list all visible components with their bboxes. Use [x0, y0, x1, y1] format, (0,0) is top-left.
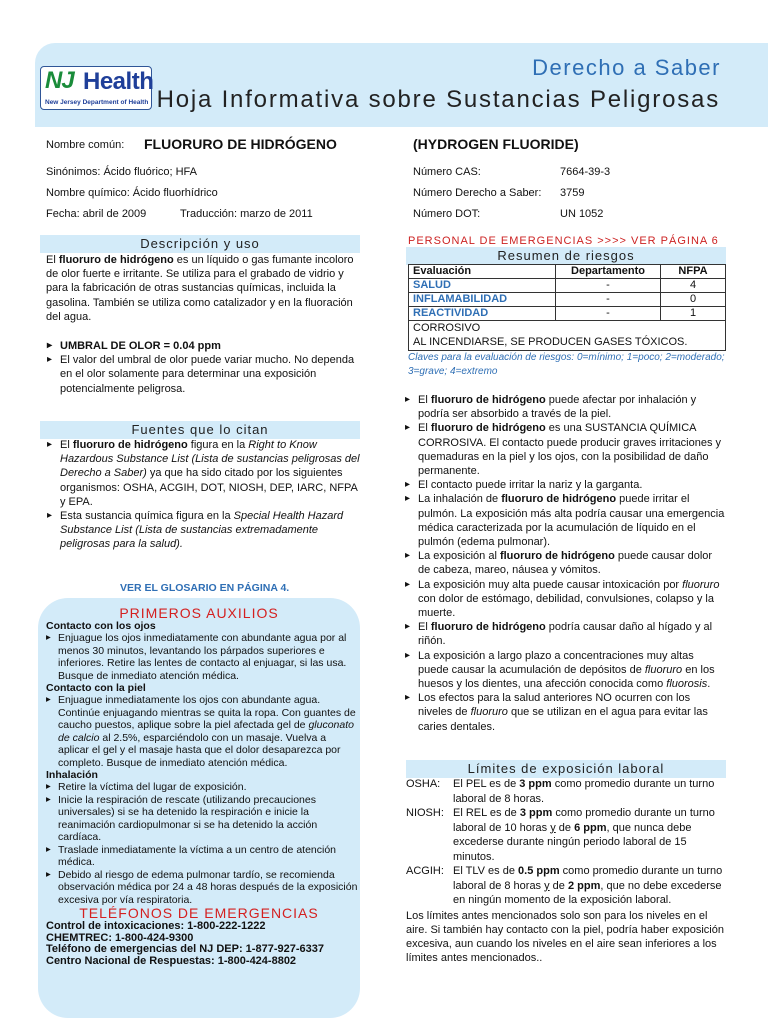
e7-pre: El	[418, 621, 431, 634]
e6-ital: fluoruro	[682, 578, 720, 591]
risk-nfpa: 1	[661, 307, 726, 321]
inh-step-2: ▸ Inicie la respiración de rescate (utilizando precauciones universales) si se ha detenido la respiración e inicie la reanimación cardiopulmonar si se ha detenido la acción cardíaca.	[46, 794, 358, 844]
phone-poison: Control de intoxicaciones: 1-800-222-1222	[46, 920, 266, 932]
effect-9	[404, 691, 726, 734]
source-shhs	[46, 509, 364, 552]
description-bullets	[46, 339, 364, 396]
osha-c: como promedio durante un turno laboral de 8 horas.	[453, 778, 715, 805]
e9-ital: fluoruro	[470, 706, 508, 719]
e6-post: con dolor de estómago, debilidad, convulsiones, colapso y la muerte.	[418, 592, 714, 620]
acgih-value	[453, 864, 728, 908]
common-name: FLUORURO DE HIDRÓGENO	[144, 136, 337, 152]
eyes-title: Contacto con los ojos	[46, 620, 156, 632]
page-subtitle: Hoja Informativa sobre Sustancias Peligrosas	[156, 86, 720, 113]
phone-national: Centro Nacional de Respuestas: 1-800-424-8802	[46, 954, 297, 967]
acgih-row	[406, 864, 728, 908]
acgih-c: como promedio durante un turno laboral de 8 horas	[453, 865, 723, 892]
niosh-e: 6 ppm	[574, 821, 607, 834]
col-department: Departamento	[556, 265, 661, 279]
phone-njdep: Teléfono de emergencias del NJ DEP: 1-877-927-6337	[46, 943, 324, 955]
exposure-limits	[406, 777, 728, 965]
e4-pre: La inhalación de	[418, 493, 502, 506]
odor-note: ▸ El valor del umbral de olor puede variar mucho. No dependa en el olor solamente para determinar una exposición potencialmente peligrosa.	[46, 353, 364, 396]
acgih-f: , que no debe excederse en ningún momento de la exposición laboral.	[453, 879, 722, 906]
skin-title: Contacto con la piel	[46, 682, 146, 694]
source-rtk	[46, 438, 364, 509]
e5-post: puede causar dolor de cabeza, mareo, náusea y vómitos.	[418, 550, 713, 577]
risk-label: SALUD	[409, 279, 556, 293]
acgih-e: 2 ppm	[567, 879, 601, 892]
desc-post: es un líquido o gas fumante incoloro de olor fuerte e irritante. Se utiliza para el grabado de vidrio y para la fabricación de otras sustancias químicas, incluida la gasolina. También se utiliza como catalizador y en la fluoración del agua.	[46, 254, 354, 323]
e9-post: que se utilizan en el agua para evitar las caries dentales.	[418, 706, 708, 733]
effect-5	[404, 549, 726, 577]
osha-row	[406, 777, 728, 806]
niosh-d: de	[555, 821, 575, 834]
risk-dept: -	[556, 279, 661, 293]
rtk-value: 3759	[560, 187, 585, 199]
description-heading: Descripción y uso	[40, 235, 360, 253]
english-name: (HYDROGEN FLUORIDE)	[413, 136, 579, 152]
nj-health-logo	[40, 66, 152, 110]
risk-key: Claves para la evaluación de riesgos: 0=mínimo; 1=poco; 2=moderado; 3=grave; 4=extremo	[408, 352, 725, 377]
e8-ital2: fluorosis	[666, 678, 708, 691]
osha-b: 3 ppm	[519, 778, 552, 790]
effect-2	[404, 421, 726, 478]
niosh-value	[453, 806, 728, 864]
src2-ital: Special Health Hazard Substance List (Lista de sustancias extremadamente peligrosas para la salud).	[60, 510, 344, 551]
eyes-step: ▸ Enjuague los ojos inmediatamente con abundante agua por al menos 30 minutos, levantando los párpados superiores e inferiores. Retire las lentes de contacto al enjuagar, si las usa. Busque de inmediato atención médica.	[46, 632, 358, 682]
e4-bold: fluoruro de hidrógeno	[501, 493, 617, 506]
risk-heading: Resumen de riesgos	[406, 247, 726, 265]
effect-3: ▸ El contacto puede irritar la nariz y la garganta.	[404, 478, 726, 492]
first-aid-heading: PRIMEROS AUXILIOS	[119, 605, 279, 621]
translation-date: Traducción: marzo de 2011	[180, 208, 313, 220]
skin-list	[46, 694, 358, 769]
effect-7	[404, 620, 726, 648]
cas-value: 7664-39-3	[560, 166, 611, 178]
e6-pre: La exposición muy alta puede causar intoxicación por	[418, 578, 683, 591]
date: Fecha: abril de 2009	[46, 208, 147, 220]
acgih-b: 0.5 ppm	[518, 865, 560, 877]
risk-dept: -	[556, 293, 661, 307]
risk-header-row	[409, 265, 726, 279]
skin-step	[46, 694, 358, 769]
inhalation-list	[46, 781, 358, 906]
e8-ital: fluoruro	[644, 663, 683, 676]
e9-pre: Los efectos para la salud anteriores NO ocurren con los niveles de	[418, 692, 691, 719]
phone-chemtrec: CHEMTREC: 1-800-424-9300	[46, 931, 194, 944]
effect-1	[404, 393, 726, 421]
phones-list	[46, 921, 358, 967]
risk-table	[408, 264, 726, 351]
e1-post: puede afectar por inhalación y podría ser absorbido a través de la piel.	[418, 394, 697, 421]
skin-pre: Enjuague inmediatamente los ojos con abundante agua. Continúe enjuagando mientras se quita la ropa. Con guantes de caucho puestos, aplique sobre la piel afectada gel de	[58, 694, 356, 731]
desc-bold: fluoruro de hidrógeno	[58, 254, 174, 266]
e5-pre: La exposición al	[418, 550, 500, 563]
effect-4	[404, 492, 726, 549]
effect-8	[404, 649, 726, 692]
e7-post: podría causar daño al hígado y al riñón.	[418, 621, 713, 648]
inhalation-title: Inhalación	[46, 769, 98, 781]
dot-value: UN 1052	[560, 208, 604, 220]
sources-list	[46, 438, 364, 552]
e2-post: es una SUSTANCIA QUÍMICA CORROSIVA. El contacto puede producir graves irritaciones y quemaduras en la piel y los ojos, con la posibilidad de daño permanente.	[418, 422, 722, 478]
e2-bold: fluoruro de hidrógeno	[430, 422, 546, 435]
acgih-y: y	[544, 879, 550, 892]
niosh-f: , que nunca debe excederse durante ningún periodo laboral de 15 minutos.	[453, 821, 692, 863]
src1-ital: Right to Know Hazardous Substance List (Lista de sustancias peligrosas del Derecho a Saber)	[60, 439, 360, 480]
chemical-name: Nombre químico: Ácido fluorhídrico	[46, 187, 218, 199]
rtk-label: Número Derecho a Saber:	[413, 187, 542, 199]
niosh-c: como promedio durante un turno laboral de 10 horas	[453, 807, 715, 834]
emergency-personnel-note: PERSONAL DE EMERGENCIAS >>>> VER PÁGINA 6	[408, 235, 719, 247]
e8-post: .	[707, 678, 711, 691]
e2-pre: El	[418, 422, 431, 435]
e8-pre: La exposición a largo plazo a concentraciones muy altas puede causar la acumulación de depósitos de	[418, 649, 694, 676]
col-nfpa: NFPA	[661, 265, 726, 279]
acgih-a: El TLV es de	[453, 865, 519, 877]
risk-label: INFLAMABILIDAD	[409, 293, 556, 307]
src1-post: ya que ha sido citado por los siguientes organismos: OSHA, ACGIH, DOT, NIOSH, DEP, IARC, NFPA y EPA.	[60, 467, 358, 508]
e8-mid: en los huesos y los dientes, una afección conocida como	[418, 663, 715, 691]
risk-nfpa: 4	[661, 279, 726, 293]
logo-nj: NJ	[45, 67, 74, 94]
niosh-row	[406, 806, 728, 864]
eyes-list	[46, 632, 358, 682]
phones-heading: TELÉFONOS DE EMERGENCIAS	[79, 905, 319, 921]
skin-post: al 2.5%, esparciéndolo con un masaje. Vuelva a aplicar el gel y el masaje hasta que el dolor desaparezca por completo. Busque de inmediato atención médica.	[58, 731, 341, 769]
risk-label: REACTIVIDAD	[409, 307, 556, 321]
description-text	[46, 253, 364, 324]
desc-pre: El	[46, 254, 59, 266]
synonyms: Sinónimos: Ácido fluórico; HFA	[46, 166, 198, 178]
glossary-link[interactable]: VER EL GLOSARIO EN PÁGINA 4.	[120, 582, 290, 594]
risk-row	[409, 307, 726, 321]
inh-step-1: ▸ Retire la víctima del lugar de exposición.	[46, 781, 358, 794]
odor-threshold: ▸ UMBRAL DE OLOR = 0.04 ppm	[46, 339, 364, 353]
e7-bold: fluoruro de hidrógeno	[430, 621, 546, 634]
acgih-d: de	[549, 879, 568, 892]
logo-subtitle: New Jersey Department of Health	[45, 99, 149, 106]
osha-key: OSHA:	[406, 778, 441, 790]
dot-label: Número DOT:	[413, 208, 481, 220]
e1-bold: fluoruro de hidrógeno	[430, 394, 546, 406]
niosh-b: 3 ppm	[519, 807, 553, 819]
inh-step-3: ▸ Traslade inmediatamente la víctima a un centro de atención médica.	[46, 844, 358, 869]
health-effects-list	[404, 393, 726, 734]
risk-dept: -	[556, 307, 661, 321]
risk-notes	[409, 321, 726, 351]
inh-step-4: ▸ Debido al riesgo de edema pulmonar tardío, se recomienda observación médica por 24 a 48 horas después de la exposición excesiva por vía respiratoria.	[46, 869, 358, 907]
first-aid-content	[46, 620, 358, 906]
niosh-a: El REL es de	[453, 807, 520, 819]
sources-heading: Fuentes que lo citan	[40, 421, 360, 439]
exposure-footer: Los límites antes mencionados solo son para los niveles en el aire. Si también hay contacto con la piel, podría haber exposición excesiva, aun cuando los niveles en el aire sean inferiores a los límites antes mencionados..	[406, 909, 724, 965]
risk-notes-row	[409, 321, 726, 351]
niosh-key: NIOSH:	[406, 807, 444, 819]
col-evaluation: Evaluación	[409, 265, 556, 279]
exposure-heading: Límites de exposición laboral	[406, 760, 726, 778]
note-toxic-gas: AL INCENDIARSE, SE PRODUCEN GASES TÓXICOS.	[413, 335, 688, 348]
src1-mid: figura en la	[187, 439, 249, 451]
cas-label: Número CAS:	[413, 166, 481, 178]
osha-a: El PEL es de	[453, 778, 520, 790]
acgih-key: ACGIH:	[406, 865, 444, 877]
src1-bold: fluoruro de hidrógeno	[72, 439, 188, 451]
skin-ital: gluconato de calcio	[58, 719, 354, 744]
note-corrosive: CORROSIVO	[413, 322, 481, 334]
src1-pre: El	[60, 439, 73, 451]
src2-pre: Esta sustancia química figura en la	[60, 510, 234, 523]
effect-6	[404, 578, 726, 621]
risk-row	[409, 279, 726, 293]
e5-bold: fluoruro de hidrógeno	[499, 550, 615, 563]
logo-health: Health	[83, 68, 154, 95]
risk-row	[409, 293, 726, 307]
e1-pre: El	[418, 394, 431, 406]
page-title: Derecho a Saber	[532, 55, 721, 80]
osha-value	[453, 777, 728, 806]
niosh-y: y	[550, 821, 556, 834]
risk-nfpa: 0	[661, 293, 726, 307]
e4-post: puede irritar el pulmón. La exposición más alta podría causar una emergencia médica caracterizada por la acumulación de líquido en el pulmón (edema pulmonar).	[418, 493, 725, 549]
common-name-label: Nombre común:	[46, 139, 125, 151]
